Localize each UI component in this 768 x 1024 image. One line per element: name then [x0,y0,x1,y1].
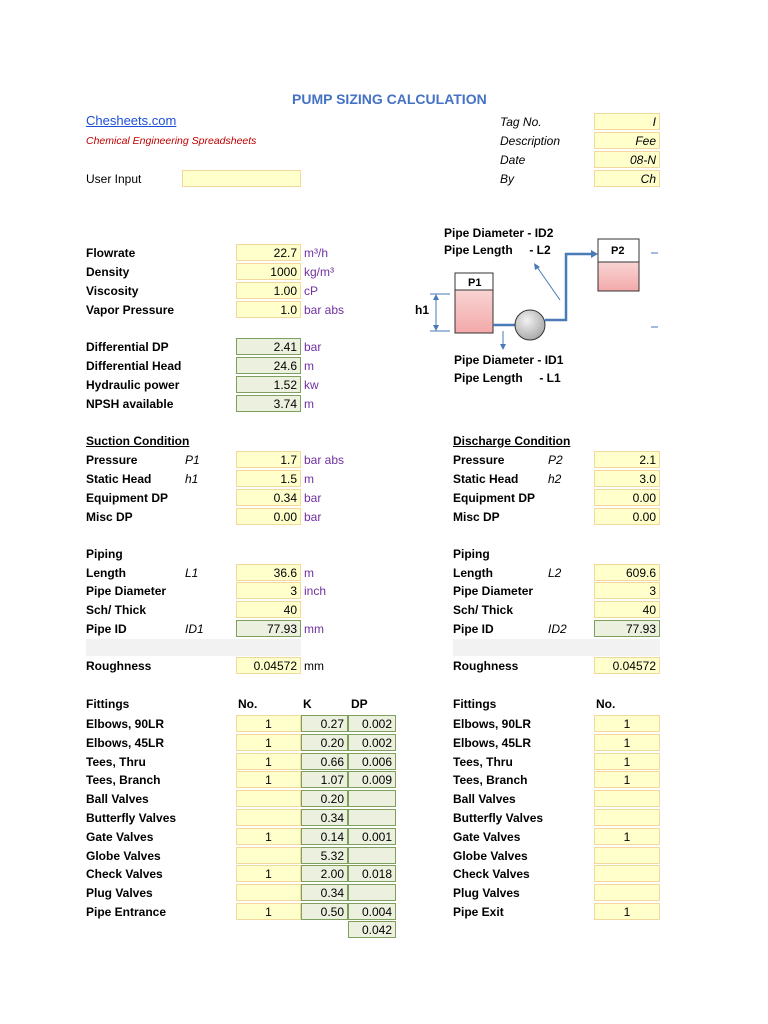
discharge-length-symbol: L2 [548,566,562,580]
discharge-pipe-diameter-input[interactable]: 3 [594,582,660,599]
density-label: Density [86,265,130,279]
suction-fitting-k-value: 1.07 [301,771,348,788]
tag-no-input[interactable]: I [594,113,660,130]
suction-fitting-dp-value: 0.006 [348,753,396,770]
discharge-fitting-count-input[interactable]: 1 [594,903,660,920]
discharge-pipe-id-value: 77.93 [594,620,660,637]
suction-pressure-unit: bar abs [304,453,345,467]
suction-col-k: K [303,697,312,711]
site-link[interactable]: Chesheets.com [86,113,177,128]
discharge-fitting-count-input[interactable]: 1 [594,734,660,751]
discharge-length-label: Length [453,566,493,580]
tag-no-label: Tag No. [500,115,542,129]
suction-pressure-label: Pressure [86,453,138,467]
discharge-static-head-input[interactable]: 3.0 [594,470,660,487]
differential-head-value: 24.6 [236,357,301,374]
suction-pressure-symbol: P1 [185,453,200,467]
differential-head-label: Differential Head [86,359,182,373]
suction-equipment-dp-input[interactable]: 0.34 [236,489,301,506]
suction-static-head-symbol: h1 [185,472,199,486]
suction-fitting-dp-value: 0.002 [348,715,396,732]
discharge-equipment-dp-label: Equipment DP [453,491,536,505]
density-unit: kg/m³ [304,265,334,279]
suction-fitting-label: Check Valves [86,867,163,881]
hydraulic-power-unit: kw [304,378,319,392]
suction-misc-dp-unit: bar [304,510,322,524]
discharge-pipe-diameter-label: Pipe Diameter [453,584,534,598]
suction-equipment-dp-label: Equipment DP [86,491,169,505]
suction-fitting-count-input[interactable] [236,790,301,807]
date-label: Date [500,153,526,167]
suction-piping-heading: Piping [86,547,123,561]
diagram-bottom-label-2: Pipe Length - L1 [454,371,561,385]
differential-dp-unit: bar [304,340,322,354]
suction-fitting-dp-value: 0.004 [348,903,396,920]
suction-fittings-heading: Fittings [86,697,130,711]
viscosity-unit: cP [304,284,319,298]
description-label: Description [500,134,561,148]
suction-sch-thick-label: Sch/ Thick [86,603,147,617]
discharge-roughness-label: Roughness [453,659,519,673]
suction-fitting-dp-value [348,809,396,826]
discharge-fitting-count-input[interactable]: 1 [594,753,660,770]
suction-fitting-count-input[interactable]: 1 [236,865,301,882]
suction-length-input[interactable]: 36.6 [236,564,301,581]
discharge-static-head-label: Static Head [453,472,519,486]
flowrate-label: Flowrate [86,246,136,260]
suction-fitting-k-value: 0.66 [301,753,348,770]
suction-fitting-count-input[interactable]: 1 [236,828,301,845]
npsh-available-value: 3.74 [236,395,301,412]
discharge-fitting-count-input[interactable] [594,790,660,807]
suction-static-head-label: Static Head [86,472,152,486]
suction-pipe-id-unit: mm [304,622,324,636]
suction-pipe-id-value: 77.93 [236,620,301,637]
suction-fitting-count-input[interactable]: 1 [236,771,301,788]
suction-pipe-diameter-label: Pipe Diameter [86,584,167,598]
suction-misc-dp-input[interactable]: 0.00 [236,508,301,525]
discharge-fitting-label: Pipe Exit [453,905,504,919]
discharge-fitting-count-input[interactable]: 1 [594,771,660,788]
suction-fitting-count-input[interactable] [236,847,301,864]
discharge-roughness-input[interactable]: 0.04572 [594,657,660,674]
discharge-col-no: No. [596,697,616,711]
suction-fitting-count-input[interactable]: 1 [236,734,301,751]
suction-fitting-label: Ball Valves [86,792,149,806]
suction-length-label: Length [86,566,126,580]
discharge-pressure-input[interactable]: 2.1 [594,451,660,468]
discharge-fitting-label: Butterfly Valves [453,811,544,825]
suction-fitting-k-value: 0.14 [301,828,348,845]
discharge-fitting-label: Globe Valves [453,849,528,863]
discharge-sch-thick-input[interactable]: 40 [594,601,660,618]
npsh-available-unit: m [304,397,314,411]
discharge-equipment-dp-input[interactable]: 0.00 [594,489,660,506]
suction-fitting-k-value: 0.27 [301,715,348,732]
description-input[interactable]: Fee [594,132,660,149]
suction-dp-total: 0.042 [348,921,396,938]
suction-fitting-k-value: 0.34 [301,884,348,901]
npsh-available-label: NPSH available [86,397,174,411]
differential-head-unit: m [304,359,314,373]
suction-pipe-id-label: Pipe ID [86,622,127,636]
tank-p2-label: P2 [611,245,625,257]
hydraulic-power-value: 1.52 [236,376,301,393]
differential-dp-value: 2.41 [236,338,301,355]
suction-static-head-input[interactable]: 1.5 [236,470,301,487]
suction-fitting-k-value: 0.20 [301,790,348,807]
suction-pipe-diameter-input[interactable]: 3 [236,582,301,599]
suction-fitting-dp-value: 0.018 [348,865,396,882]
suction-equipment-dp-unit: bar [304,491,322,505]
suction-misc-dp-label: Misc DP [86,510,133,524]
suction-static-head-unit: m [304,472,314,486]
suction-fitting-count-input[interactable]: 1 [236,715,301,732]
by-label: By [500,172,515,186]
suction-col-dp: DP [351,697,368,711]
discharge-fitting-count-input[interactable] [594,809,660,826]
vapor-pressure-label: Vapor Pressure [86,303,175,317]
discharge-pressure-label: Pressure [453,453,505,467]
suction-roughness-label: Roughness [86,659,152,673]
discharge-fitting-count-input[interactable]: 1 [594,828,660,845]
density-input[interactable]: 1000 [236,263,301,280]
discharge-length-input[interactable]: 609.6 [594,564,660,581]
discharge-spacer-row [453,639,660,656]
suction-fitting-label: Tees, Branch [86,773,161,787]
discharge-fittings-heading: Fittings [453,697,497,711]
discharge-fitting-label: Plug Valves [453,886,520,900]
suction-heading: Suction Condition [86,434,190,448]
suction-fitting-k-value: 0.20 [301,734,348,751]
discharge-fitting-label: Elbows, 90LR [453,717,532,731]
diagram-top-label-1: Pipe Diameter - ID2 [444,226,554,240]
discharge-static-head-symbol: h2 [548,472,562,486]
discharge-heading: Discharge Condition [453,434,571,448]
viscosity-input[interactable]: 1.00 [236,282,301,299]
discharge-fitting-count-input[interactable] [594,847,660,864]
discharge-fitting-count-input[interactable] [594,884,660,901]
flowrate-input[interactable]: 22.7 [236,244,301,261]
discharge-fitting-label: Ball Valves [453,792,516,806]
flowrate-unit: m³/h [304,246,328,260]
by-input[interactable]: Ch [594,170,660,187]
differential-dp-label: Differential DP [86,340,169,354]
suction-fitting-label: Tees, Thru [86,755,146,769]
suction-length-symbol: L1 [185,566,199,580]
suction-fitting-label: Butterfly Valves [86,811,177,825]
suction-sch-thick-input[interactable]: 40 [236,601,301,618]
discharge-fitting-count-input[interactable]: 1 [594,715,660,732]
suction-fitting-label: Gate Valves [86,830,154,844]
suction-fitting-label: Globe Valves [86,849,161,863]
suction-pipe-diameter-unit: inch [304,584,327,598]
tank-p1-label: P1 [468,277,482,289]
page-title: PUMP SIZING CALCULATION [292,91,487,107]
discharge-pipe-id-label: Pipe ID [453,622,494,636]
suction-fitting-dp-value: 0.009 [348,771,396,788]
diagram-bottom-label-1: Pipe Diameter - ID1 [454,353,564,367]
discharge-fitting-label: Tees, Branch [453,773,528,787]
discharge-misc-dp-input[interactable]: 0.00 [594,508,660,525]
discharge-piping-heading: Piping [453,547,490,561]
suction-spacer-row [86,639,301,656]
suction-fitting-count-input[interactable] [236,884,301,901]
suction-fitting-label: Plug Valves [86,886,153,900]
discharge-fitting-label: Elbows, 45LR [453,736,532,750]
date-input[interactable]: 08-N [594,151,660,168]
suction-fitting-dp-value [348,884,396,901]
suction-fitting-k-value: 5.32 [301,847,348,864]
suction-pipe-id-symbol: ID1 [185,622,204,636]
discharge-fitting-label: Gate Valves [453,830,521,844]
diagram-top-label-2: Pipe Length - L2 [444,243,551,257]
suction-fitting-dp-value: 0.002 [348,734,396,751]
vapor-pressure-input[interactable]: 1.0 [236,301,301,318]
suction-fitting-k-value: 2.00 [301,865,348,882]
discharge-fitting-count-input[interactable] [594,865,660,882]
suction-roughness-input[interactable]: 0.04572 [236,657,301,674]
user-input-legend-label: User Input [86,172,142,186]
suction-fitting-k-value: 0.34 [301,809,348,826]
viscosity-label: Viscosity [86,284,139,298]
suction-fitting-dp-value: 0.001 [348,828,396,845]
suction-fitting-dp-value [348,790,396,807]
suction-pressure-input[interactable]: 1.7 [236,451,301,468]
discharge-misc-dp-label: Misc DP [453,510,500,524]
pump-icon [515,310,545,340]
suction-fitting-label: Elbows, 45LR [86,736,165,750]
discharge-sch-thick-label: Sch/ Thick [453,603,514,617]
suction-fitting-count-input[interactable]: 1 [236,753,301,770]
suction-length-unit: m [304,566,314,580]
discharge-fitting-label: Tees, Thru [453,755,513,769]
discharge-fitting-label: Check Valves [453,867,530,881]
suction-fitting-count-input[interactable]: 1 [236,903,301,920]
vapor-pressure-unit: bar abs [304,303,345,317]
tagline: Chemical Engineering Spreadsheets [86,135,257,147]
suction-fitting-count-input[interactable] [236,809,301,826]
suction-fitting-k-value: 0.50 [301,903,348,920]
suction-fitting-dp-value [348,847,396,864]
hydraulic-power-label: Hydraulic power [86,378,180,392]
suction-fitting-label: Elbows, 90LR [86,717,165,731]
h1-dimension-label: h1 [415,303,430,317]
discharge-pressure-symbol: P2 [548,453,563,467]
suction-fitting-label: Pipe Entrance [86,905,167,919]
suction-roughness-unit: mm [304,659,324,673]
suction-col-no: No. [238,697,258,711]
discharge-pipe-id-symbol: ID2 [548,622,567,636]
